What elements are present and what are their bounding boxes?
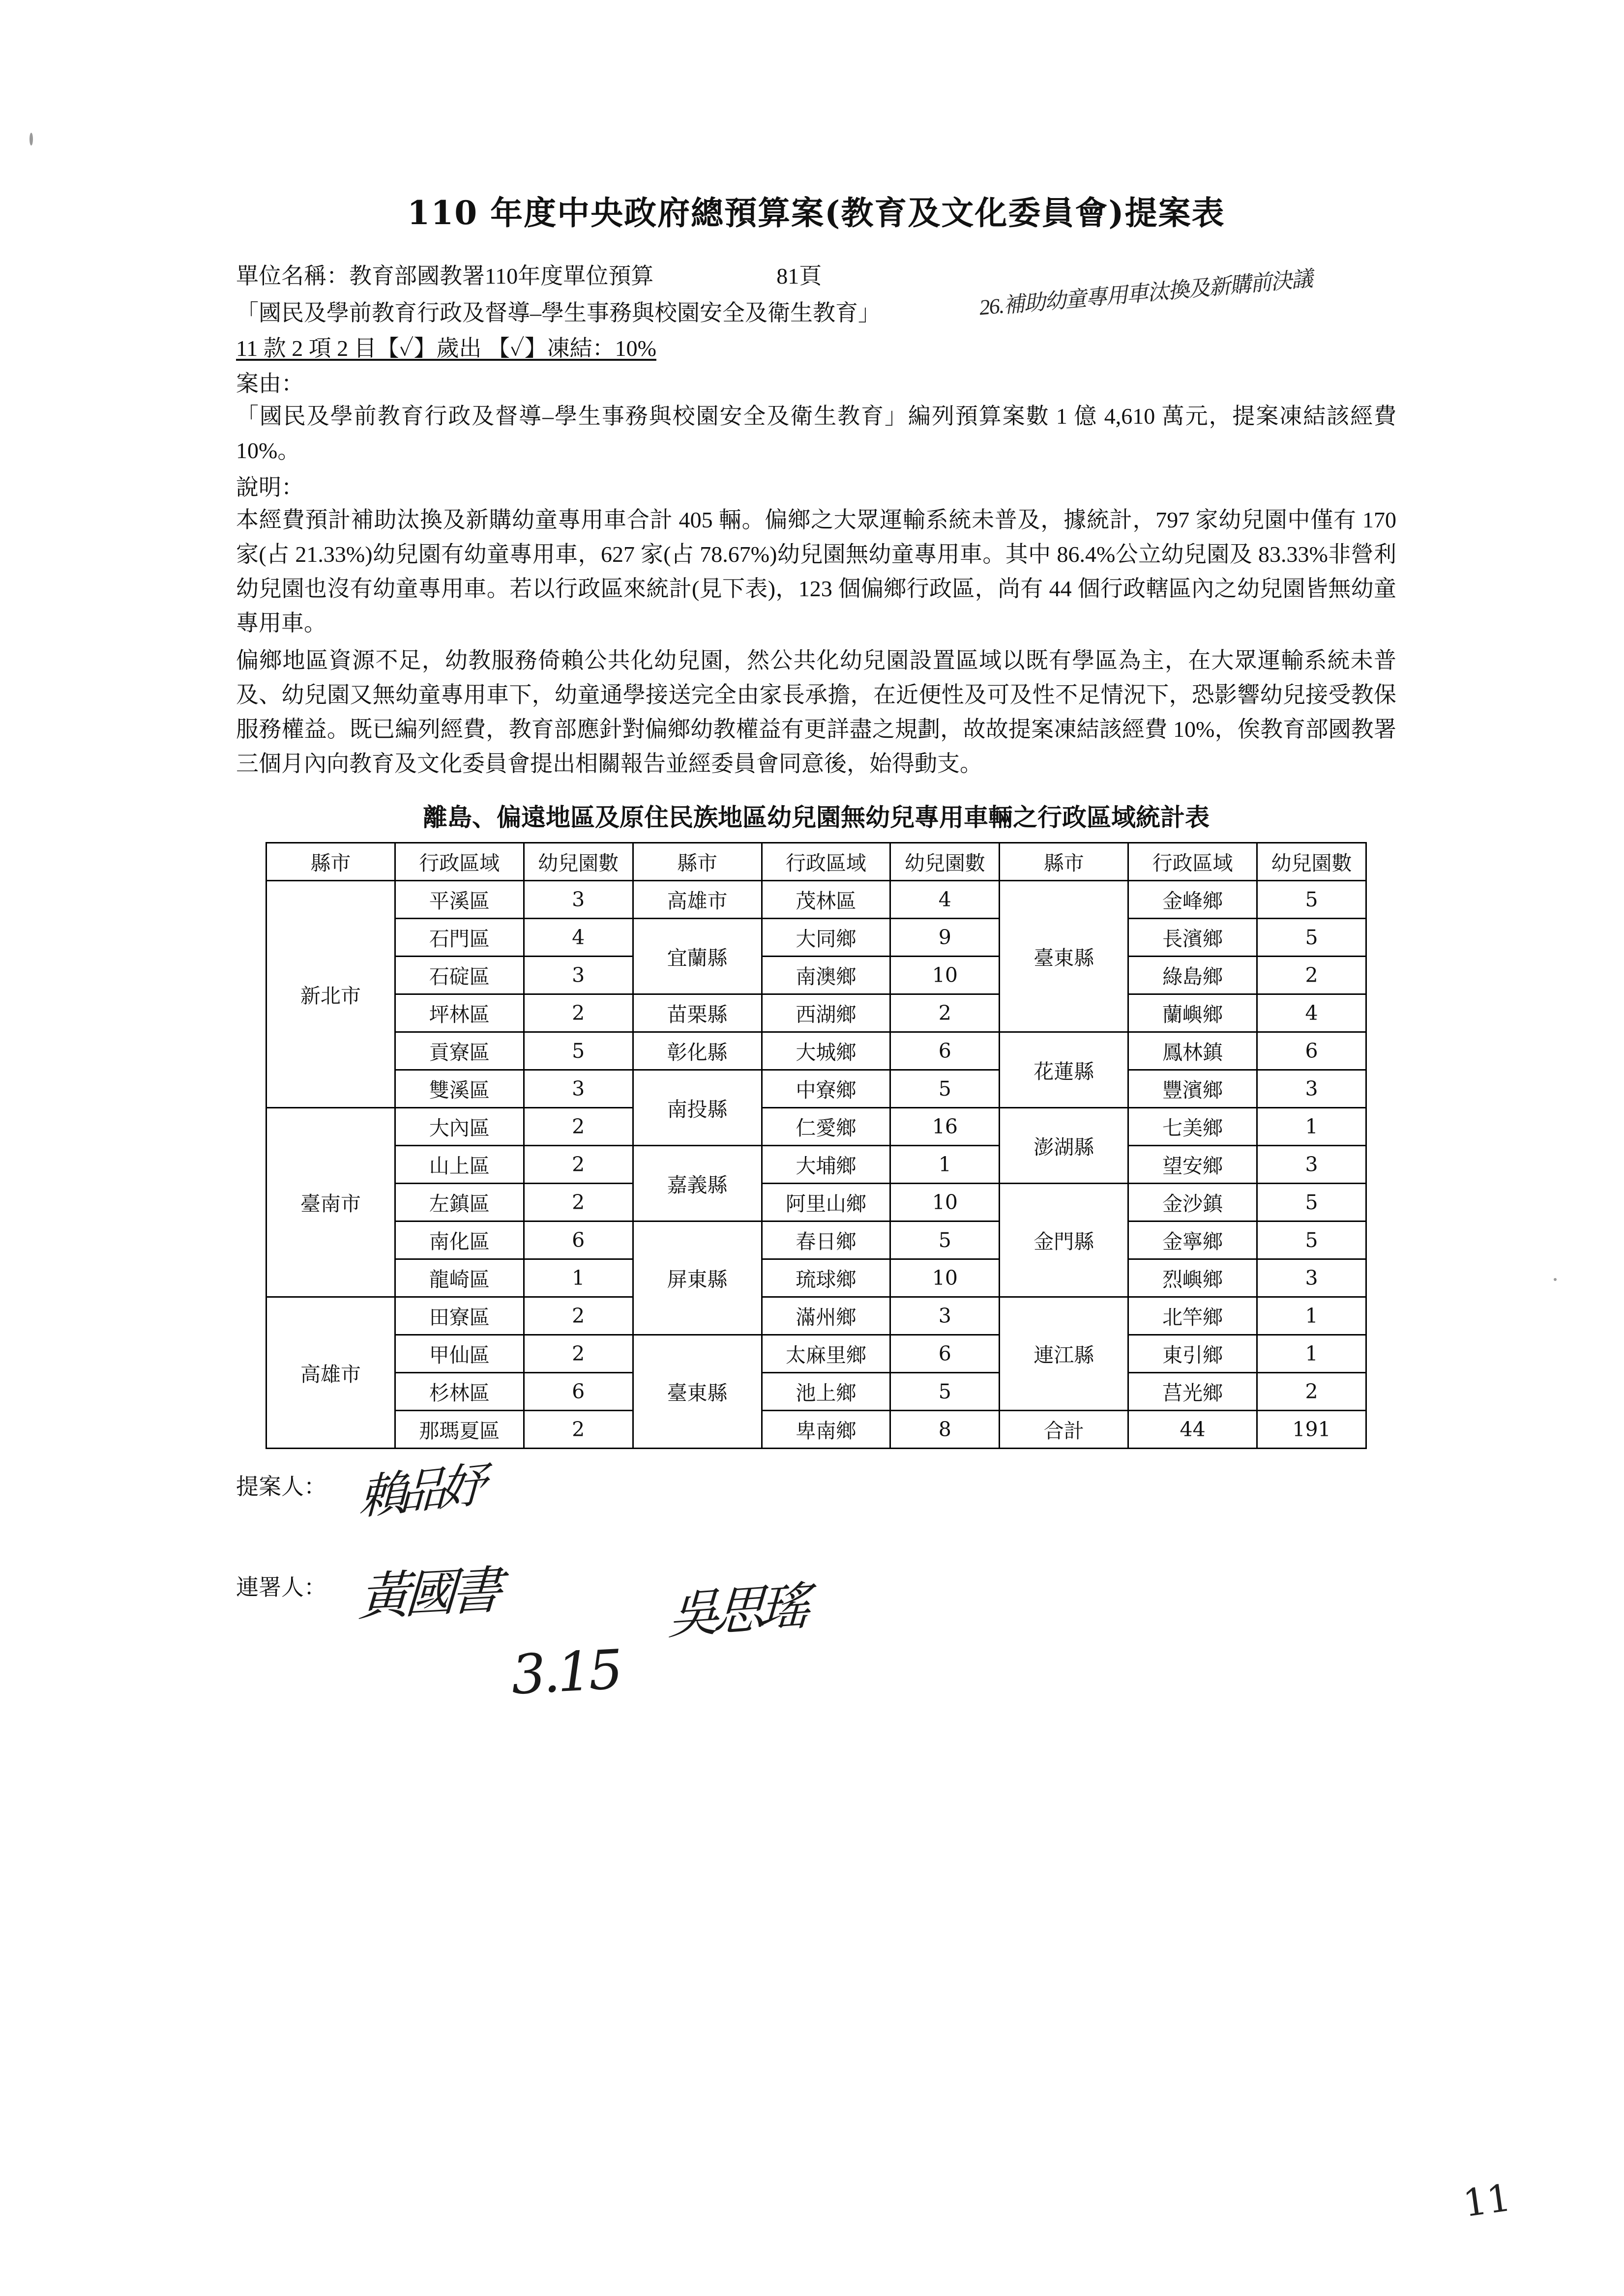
cell-kindergarten-count: 3 xyxy=(1257,1145,1366,1183)
cell-county: 嘉義縣 xyxy=(633,1145,762,1221)
cell-district: 金峰鄉 xyxy=(1128,880,1257,918)
signature-area xyxy=(236,1457,1396,1739)
cell-kindergarten-count: 191 xyxy=(1257,1410,1366,1448)
cell-kindergarten-count: 3 xyxy=(890,1297,1000,1335)
proposer-label: 提案人： xyxy=(236,1474,326,1499)
cell-county: 臺東縣 xyxy=(633,1335,762,1448)
cell-kindergarten-count: 6 xyxy=(890,1335,1000,1372)
cell-county: 澎湖縣 xyxy=(1000,1107,1128,1183)
cell-district: 西湖鄉 xyxy=(762,994,890,1032)
scan-speck xyxy=(1554,1278,1557,1281)
cell-county: 花蓮縣 xyxy=(1000,1032,1128,1107)
col-header: 幼兒園數 xyxy=(1257,843,1366,880)
cell-district: 龍崎區 xyxy=(395,1259,524,1297)
cell-district: 南化區 xyxy=(395,1221,524,1259)
cell-district: 44 xyxy=(1128,1410,1257,1448)
cell-kindergarten-count: 2 xyxy=(524,1335,633,1372)
cell-district: 豐濱鄉 xyxy=(1128,1070,1257,1107)
table-row xyxy=(266,1335,1366,1372)
col-header: 幼兒園數 xyxy=(524,843,633,880)
cell-district: 烈嶼鄉 xyxy=(1128,1259,1257,1297)
cell-kindergarten-count: 5 xyxy=(1257,918,1366,956)
case-label: 案由： xyxy=(236,371,304,396)
cell-kindergarten-count: 3 xyxy=(524,880,633,918)
cell-kindergarten-count: 5 xyxy=(890,1372,1000,1410)
cell-district: 春日鄉 xyxy=(762,1221,890,1259)
cell-district: 莒光鄉 xyxy=(1128,1372,1257,1410)
cell-kindergarten-count: 1 xyxy=(524,1259,633,1297)
cell-kindergarten-count: 3 xyxy=(1257,1070,1366,1107)
cell-district: 北竿鄉 xyxy=(1128,1297,1257,1335)
cell-kindergarten-count: 2 xyxy=(524,994,633,1032)
handwritten-page-number: 11 xyxy=(1460,2175,1514,2226)
cell-county: 合計 xyxy=(1000,1410,1128,1448)
cell-county: 南投縣 xyxy=(633,1070,762,1145)
cell-kindergarten-count: 2 xyxy=(1257,1372,1366,1410)
cell-county: 連江縣 xyxy=(1000,1297,1128,1410)
explanation-paragraph-1: 本經費預計補助汰換及新購幼童專用車合計 405 輛。偏鄉之大眾運輸系統未普及，據統計，797 家幼兒園中僅有 170 家(占 21.33%)幼兒園有幼童專用車，627 家(占 78.67%)幼兒園無幼童專用車。其中 86.4%公立幼兒園及 83.33%非營利幼兒園也沒有幼童專用車。若以行政區來統計(見下表)，123 個偏鄉行政區，尚有 44 個行政轄區內之幼兒園皆無幼童專用車。 xyxy=(236,507,1396,636)
col-header: 縣市 xyxy=(633,843,762,880)
col-header: 行政區域 xyxy=(762,843,890,880)
cell-kindergarten-count: 16 xyxy=(890,1107,1000,1145)
col-header: 幼兒園數 xyxy=(890,843,1000,880)
cell-district: 長濱鄉 xyxy=(1128,918,1257,956)
table-row xyxy=(266,1070,1366,1107)
cell-county: 臺東縣 xyxy=(1000,880,1128,1032)
cosigner-signature-2: 吳思瑤 xyxy=(667,1575,806,1646)
cell-district: 池上鄉 xyxy=(762,1372,890,1410)
cell-county: 新北市 xyxy=(266,880,395,1107)
cell-district: 中寮鄉 xyxy=(762,1070,890,1107)
cell-county: 金門縣 xyxy=(1000,1183,1128,1297)
cell-district: 仁愛鄉 xyxy=(762,1107,890,1145)
budget-code-text: 11 款 2 項 2 目【✓】歲出 【✓】凍結：10% xyxy=(236,335,656,361)
cell-kindergarten-count: 6 xyxy=(1257,1032,1366,1070)
cell-county: 臺南市 xyxy=(266,1107,395,1297)
cell-kindergarten-count: 2 xyxy=(890,994,1000,1032)
signature-date: 3.15 xyxy=(509,1637,622,1707)
cosigner-signature-1: 黃國書 xyxy=(357,1560,499,1628)
cell-kindergarten-count: 1 xyxy=(1257,1297,1366,1335)
table-row xyxy=(266,1410,1366,1448)
cell-kindergarten-count: 5 xyxy=(1257,1183,1366,1221)
cell-district: 東引鄉 xyxy=(1128,1335,1257,1372)
cell-kindergarten-count: 5 xyxy=(1257,1221,1366,1259)
cell-county: 高雄市 xyxy=(633,880,762,918)
cell-kindergarten-count: 5 xyxy=(890,1221,1000,1259)
cell-district: 卑南鄉 xyxy=(762,1410,890,1448)
cell-county: 彰化縣 xyxy=(633,1032,762,1070)
page-title: 110 年度中央政府總預算案(教育及文化委員會)提案表 xyxy=(407,194,1225,232)
cell-district: 綠島鄉 xyxy=(1128,956,1257,994)
cell-kindergarten-count: 2 xyxy=(524,1297,633,1335)
unit-name-text: 單位名稱：教育部國教署110年度單位預算 xyxy=(236,263,654,289)
scan-speck xyxy=(30,133,33,145)
cell-district: 金寧鄉 xyxy=(1128,1221,1257,1259)
table-row xyxy=(266,880,1366,918)
table-row xyxy=(266,1259,1366,1297)
cell-district: 貢寮區 xyxy=(395,1032,524,1070)
table-row xyxy=(266,1372,1366,1410)
cell-kindergarten-count: 8 xyxy=(890,1410,1000,1448)
cell-kindergarten-count: 1 xyxy=(890,1145,1000,1183)
cell-kindergarten-count: 2 xyxy=(524,1107,633,1145)
cell-kindergarten-count: 6 xyxy=(524,1372,633,1410)
cell-district: 平溪區 xyxy=(395,880,524,918)
table-body xyxy=(266,880,1366,1448)
budget-item-line: 「國民及學前教育行政及督導–學生事務與校園安全及衛生教育」 xyxy=(236,300,881,326)
cell-kindergarten-count: 10 xyxy=(890,956,1000,994)
table-row xyxy=(266,1107,1366,1145)
table-row xyxy=(266,1183,1366,1221)
budget-code-line xyxy=(236,330,1396,363)
col-header: 縣市 xyxy=(1000,843,1128,880)
document-body xyxy=(236,187,1396,1739)
cell-kindergarten-count: 2 xyxy=(1257,956,1366,994)
cell-district: 甲仙區 xyxy=(395,1335,524,1372)
cell-district: 那瑪夏區 xyxy=(395,1410,524,1448)
cell-district: 琉球鄉 xyxy=(762,1259,890,1297)
table-row xyxy=(266,956,1366,994)
table-row xyxy=(266,1145,1366,1183)
cell-kindergarten-count: 2 xyxy=(524,1410,633,1448)
table-row xyxy=(266,1221,1366,1259)
table-row xyxy=(266,1032,1366,1070)
cell-district: 雙溪區 xyxy=(395,1070,524,1107)
cell-kindergarten-count: 4 xyxy=(890,880,1000,918)
cell-district: 太麻里鄉 xyxy=(762,1335,890,1372)
col-header: 行政區域 xyxy=(395,843,524,880)
col-header: 縣市 xyxy=(266,843,395,880)
cell-kindergarten-count: 4 xyxy=(524,918,633,956)
cell-county: 苗栗縣 xyxy=(633,994,762,1032)
table-row xyxy=(266,918,1366,956)
handwritten-annotation: 26.補助幼童專用車汰換及新購前決議 xyxy=(978,266,1313,320)
statistics-table xyxy=(266,842,1367,1449)
cell-district: 杉林區 xyxy=(395,1372,524,1410)
cell-district: 七美鄉 xyxy=(1128,1107,1257,1145)
cell-district: 坪林區 xyxy=(395,994,524,1032)
cell-kindergarten-count: 10 xyxy=(890,1259,1000,1297)
explanation-paragraph-2: 偏鄉地區資源不足，幼教服務倚賴公共化幼兒園，然公共化幼兒園設置區域以既有學區為主，在大眾運輸系統未普及、幼兒園又無幼童專用車下，幼童通學接送完全由家長承擔，在近便性及可及性不足情況下，恐影響幼兒接受教保服務權益。既已編列經費，教育部應針對偏鄉幼教權益有更詳盡之規劃，故故提案凍結該經費 10%，俟教育部國教署三個月內向教育及文化委員會提出相關報告並經委員會同意後，始得動支。 xyxy=(236,648,1396,776)
table-title: 離島、偏遠地區及原住民族地區幼兒園無幼兒專用車輛之行政區域統計表 xyxy=(423,802,1210,832)
cell-kindergarten-count: 3 xyxy=(524,956,633,994)
cell-kindergarten-count: 6 xyxy=(524,1221,633,1259)
cell-kindergarten-count: 1 xyxy=(1257,1107,1366,1145)
cell-district: 鳳林鎮 xyxy=(1128,1032,1257,1070)
cell-district: 石門區 xyxy=(395,918,524,956)
cell-district: 大內區 xyxy=(395,1107,524,1145)
cell-kindergarten-count: 10 xyxy=(890,1183,1000,1221)
cell-kindergarten-count: 2 xyxy=(524,1183,633,1221)
cell-district: 望安鄉 xyxy=(1128,1145,1257,1183)
cell-kindergarten-count: 5 xyxy=(1257,880,1366,918)
cell-kindergarten-count: 5 xyxy=(890,1070,1000,1107)
cell-district: 左鎮區 xyxy=(395,1183,524,1221)
cell-district: 大同鄉 xyxy=(762,918,890,956)
case-text: 「國民及學前教育行政及督導–學生事務與校園安全及衛生教育」編列預算案數 1 億 4,610 萬元，提案凍結該經費 10%。 xyxy=(236,403,1396,463)
cell-district: 大城鄉 xyxy=(762,1032,890,1070)
table-header-row xyxy=(266,843,1366,880)
cell-county: 屏東縣 xyxy=(633,1221,762,1335)
cosigner-label: 連署人： xyxy=(236,1574,326,1600)
cell-district: 大埔鄉 xyxy=(762,1145,890,1183)
cell-district: 滿州鄉 xyxy=(762,1297,890,1335)
cell-kindergarten-count: 9 xyxy=(890,918,1000,956)
cell-kindergarten-count: 2 xyxy=(524,1145,633,1183)
cell-district: 南澳鄉 xyxy=(762,956,890,994)
cell-county: 宜蘭縣 xyxy=(633,918,762,994)
cell-district: 田寮區 xyxy=(395,1297,524,1335)
cell-district: 蘭嶼鄉 xyxy=(1128,994,1257,1032)
cell-district: 山上區 xyxy=(395,1145,524,1183)
table-row xyxy=(266,1297,1366,1335)
cell-district: 阿里山鄉 xyxy=(762,1183,890,1221)
table-row xyxy=(266,994,1366,1032)
cell-kindergarten-count: 1 xyxy=(1257,1335,1366,1372)
cell-district: 茂林區 xyxy=(762,880,890,918)
cell-county: 高雄市 xyxy=(266,1297,395,1448)
cell-district: 石碇區 xyxy=(395,956,524,994)
col-header: 行政區域 xyxy=(1128,843,1257,880)
cell-kindergarten-count: 4 xyxy=(1257,994,1366,1032)
proposer-signature: 賴品妤 xyxy=(358,1457,481,1526)
cell-district: 金沙鎮 xyxy=(1128,1183,1257,1221)
page-marker: 81頁 xyxy=(776,263,822,289)
explanation-label: 說明： xyxy=(236,475,304,500)
cell-kindergarten-count: 5 xyxy=(524,1032,633,1070)
cell-kindergarten-count: 6 xyxy=(890,1032,1000,1070)
cell-kindergarten-count: 3 xyxy=(524,1070,633,1107)
cell-kindergarten-count: 3 xyxy=(1257,1259,1366,1297)
